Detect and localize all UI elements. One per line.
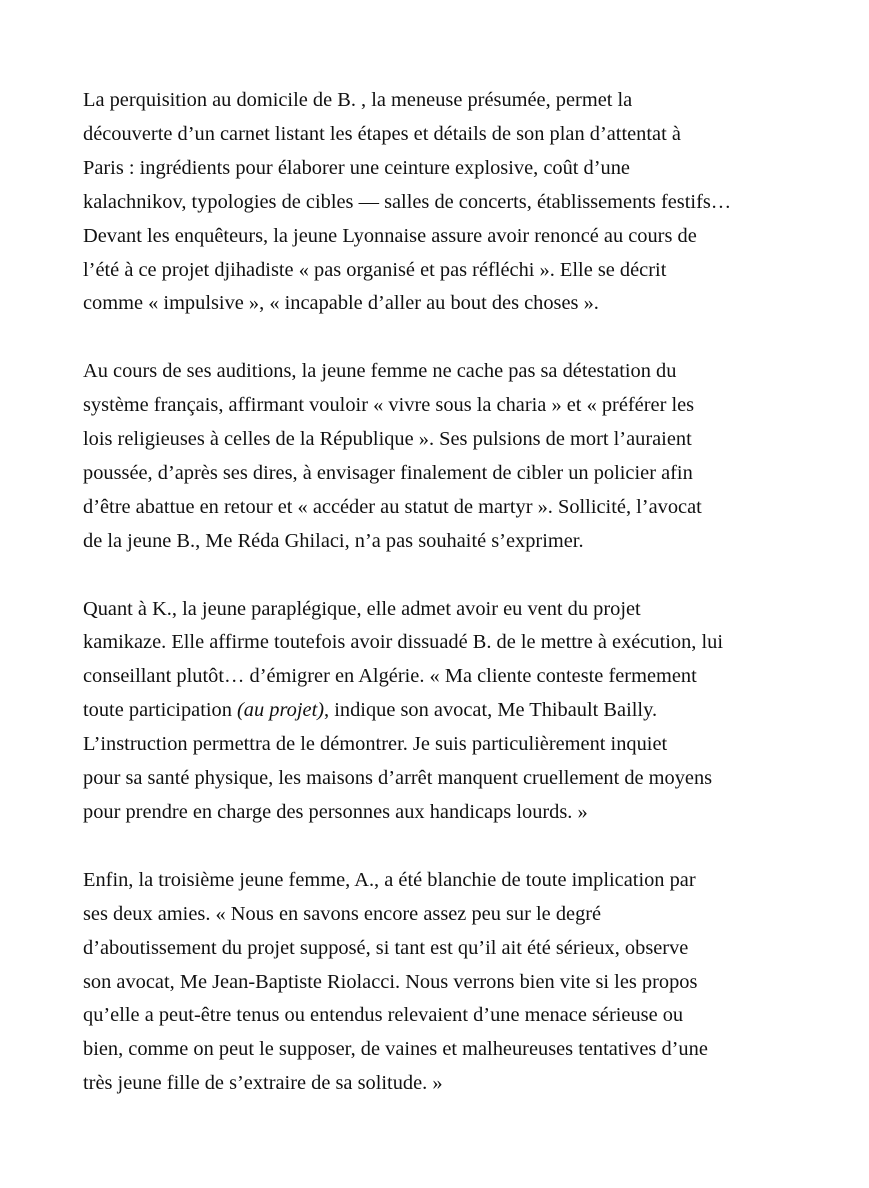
text-line: Devant les enquêteurs, la jeune Lyonnaise assure avoir renoncé au cours de (83, 224, 697, 247)
text-line (83, 694, 813, 728)
text-segment: toute participation (83, 699, 238, 722)
text-line: kalachnikov, typologies de cibles — salles de concerts, établissements festifs… (83, 190, 732, 213)
text-line: d’être abattue en retour et « accéder au statut de martyr ». Sollicité, l’avocat (83, 495, 702, 518)
italic-aside: (au projet) (237, 699, 325, 722)
text-line: l’été à ce projet djihadiste « pas organisé et pas réfléchi ». Elle se décrit (83, 258, 667, 281)
text-line: de la jeune B., Me Réda Ghilaci, n’a pas souhaité s’exprimer. (83, 529, 584, 552)
text-line: bien, comme on peut le supposer, de vaines et malheureuses tentatives d’une (83, 1038, 708, 1061)
text-line: système français, affirmant vouloir « vivre sous la charia » et « préférer les (83, 394, 695, 417)
text-line: pour prendre en charge des personnes aux handicaps lourds. » (83, 801, 588, 823)
text-line: lois religieuses à celles de la République ». Ses pulsions de mort l’auraient (83, 428, 692, 451)
paragraph-perquisition (83, 84, 813, 321)
text-line: La perquisition au domicile de B. , la meneuse présumée, permet la (83, 89, 633, 111)
text-line: qu’elle a peut-être tenus ou entendus relevaient d’une menace sérieuse ou (83, 1004, 684, 1027)
text-line: pour sa santé physique, les maisons d’arrêt manquent cruellement de moyens (83, 767, 713, 790)
text-line: découverte d’un carnet listant les étapes et détails de son plan d’attentat à (83, 122, 681, 145)
text-line: Quant à K., la jeune paraplégique, elle admet avoir eu vent du projet (83, 597, 641, 620)
text-line: très jeune fille de s’extraire de sa solitude. » (83, 1072, 443, 1095)
paragraph-enfin (83, 864, 813, 1101)
text-line: d’aboutissement du projet supposé, si tant est qu’il ait été sérieux, observe (83, 936, 689, 959)
text-line: poussée, d’après ses dires, à envisager finalement de cibler un policier afin (83, 461, 693, 484)
text-line: L’instruction permettra de le démontrer. Je suis particulièrement inquiet (83, 733, 668, 756)
text-line: son avocat, Me Jean-Baptiste Riolacci. Nous verrons bien vite si les propos (83, 970, 698, 993)
text-line: Au cours de ses auditions, la jeune femme ne cache pas sa détestation du (83, 360, 677, 383)
text-line: Enfin, la troisième jeune femme, A., a été blanchie de toute implication par (83, 868, 696, 891)
text-line: ses deux amies. « Nous en savons encore assez peu sur le degré (83, 902, 602, 925)
paragraph-auditions (83, 355, 813, 558)
text-line: Paris : ingrédients pour élaborer une ceinture explosive, coût d’une (83, 156, 630, 179)
text-line: kamikaze. Elle affirme toutefois avoir dissuadé B. de le mettre à exécution, lui (83, 631, 724, 654)
text-line: comme « impulsive », « incapable d’aller au bout des choses ». (83, 292, 599, 315)
paragraph-k-paraplegique (83, 593, 813, 830)
text-line: conseillant plutôt… d’émigrer en Algérie. « Ma cliente conteste fermement (83, 665, 697, 688)
article-body (83, 84, 813, 1135)
text-segment: , indique son avocat, Me Thibault Bailly. (324, 699, 658, 722)
